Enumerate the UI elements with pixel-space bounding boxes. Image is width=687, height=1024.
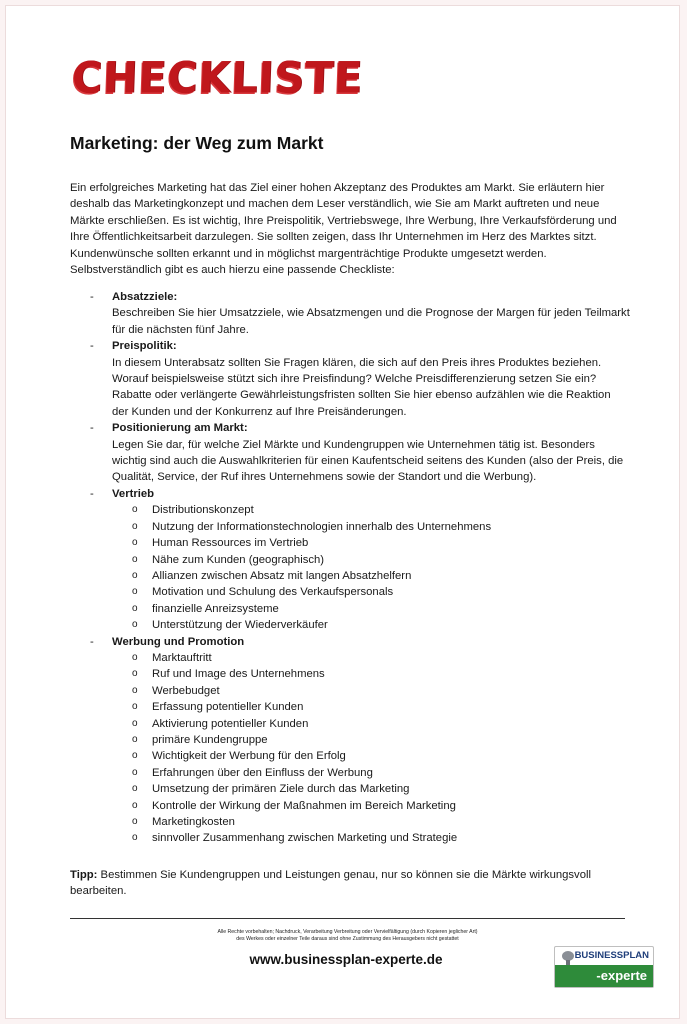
copyright-line-2: des Werkes oder einzelner Teile daraus sind ohne Zustimmung des Herausgebers nicht gestattet [236,936,459,942]
circle-bullet-marker: o [132,733,138,745]
circle-bullet-marker: o [132,668,138,680]
list-item-text: Motivation und Schulung des Verkaufspersonals [152,586,394,599]
circle-bullet-marker: o [132,504,138,516]
website-link[interactable]: www.businessplan-experte.de [249,952,443,967]
list-item-text: Nutzung der Informationstechnologien innerhalb des Unternehmens [152,520,492,533]
tip-label: Tipp: [70,869,98,881]
list-item [112,683,630,699]
list-item [112,830,630,846]
section-item-list [112,502,630,633]
list-item [112,666,630,682]
circle-bullet-marker: o [132,832,138,844]
section-item-list [112,650,630,847]
list-item-text: Allianzen zwischen Absatz mit langen Absatzhelfern [152,569,412,582]
list-item-text: Kontrolle der Wirkung der Maßnahmen im Bereich Marketing [152,799,456,812]
circle-bullet-marker: o [132,799,138,811]
section-dash-marker: - [90,291,94,303]
list-item-text: Human Ressources im Vertrieb [152,537,309,550]
list-item-text: Nähe zum Kunden (geographisch) [152,553,325,566]
checklist-section [70,420,630,486]
circle-bullet-marker: o [132,684,138,696]
list-item [112,699,630,715]
list-item-text: primäre Kundengruppe [152,733,268,746]
circle-bullet-marker: o [132,553,138,565]
page-title: Marketing: der Weg zum Markt [70,133,324,153]
section-title: Vertrieb [112,487,155,500]
list-item [112,568,630,584]
list-item [112,765,630,781]
document-page [6,6,679,1018]
list-item-text: Werbebudget [152,684,220,697]
list-item [112,781,630,797]
section-dash-marker: - [90,340,94,353]
section-dash-marker: - [90,487,94,500]
circle-bullet-marker: o [132,586,138,598]
businessplan-experte-logo [554,946,654,988]
footer-divider [70,918,625,919]
circle-bullet-marker: o [132,816,138,827]
list-item [112,584,630,600]
list-item [112,535,630,551]
section-title: Werbung und Promotion [112,635,245,648]
section-text: Legen Sie dar, für welche Ziel Märkte und Kundengruppen wie Unternehmen tätig ist. Besonders wichtig sind auch die Auswahlkriterien für einen Kaufentscheid seitens des Kunden (also der Preis, die Qualität, Service, der Ruf ihres Unternehmens sowie der Standort und die Werbung). [112,438,624,484]
list-item [112,601,630,617]
tip-text: Bestimmen Sie Kundengruppen und Leistungen genau, nur so können sie die Märkte wirkungsvoll bearbeiten. [70,869,592,898]
section-title: Positionierung am Markt: [112,422,248,435]
brand-name-bottom: -experte [555,965,653,987]
copyright-notice [70,929,625,943]
circle-bullet-marker: o [132,717,138,729]
list-item-text: Marktauftritt [152,651,212,664]
checklist-section [70,486,630,634]
circle-bullet-marker: o [132,766,138,778]
list-item-text: Wichtigkeit der Werbung für den Erfolg [152,750,346,763]
tip-paragraph [70,867,630,900]
list-item [112,814,630,830]
circle-bullet-marker: o [132,569,138,581]
list-item [112,552,630,568]
list-item-text: finanzielle Anreizsysteme [152,602,279,615]
section-dash-marker: - [90,422,94,435]
section-text: Beschreiben Sie hier Umsatzziele, wie Absatzmengen und die Prognose der Margen für jeden Teilmarkt für die nächsten fünf Jahre. [112,307,630,336]
circle-bullet-marker: o [132,783,138,795]
section-title: Absatzziele: [112,291,178,303]
list-item-text: Erfahrungen über den Einfluss der Werbung [152,766,373,779]
list-item-text: Marketingkosten [152,816,235,828]
list-item-text: Aktivierung potentieller Kunden [152,717,309,730]
circle-bullet-marker: o [132,602,138,614]
list-item [112,519,630,535]
checklist-sections [70,289,630,847]
list-item [112,732,630,748]
list-item [112,502,630,518]
brand-name-top: BUSINESSPLAN [574,950,649,961]
checklist-section [70,338,630,420]
circle-bullet-marker: o [132,537,138,549]
list-item [112,798,630,814]
circle-bullet-marker: o [132,750,138,762]
list-item [112,748,630,764]
list-item [112,650,630,666]
circle-bullet-marker: o [132,651,138,663]
list-item-text: Erfassung potentieller Kunden [152,701,304,714]
list-item-text: sinnvoller Zusammenhang zwischen Marketing und Strategie [152,832,458,845]
list-item-text: Ruf und Image des Unternehmens [152,668,325,681]
circle-bullet-marker: o [132,701,138,713]
checklist-section [70,634,630,847]
list-item-text: Distributionskonzept [152,504,254,517]
section-dash-marker: - [90,635,94,648]
checkliste-logo-title: CHECKLISTE [71,52,364,104]
list-item [112,617,630,633]
list-item-text: Umsetzung der primären Ziele durch das Marketing [152,783,410,796]
section-title: Preispolitik: [112,340,177,353]
circle-bullet-marker: o [132,619,138,631]
circle-bullet-marker: o [132,520,138,532]
section-text: In diesem Unterabsatz sollten Sie Fragen klären, die sich auf den Preis ihres Produktes beziehen. Worauf beispielsweise stützt sich ihre Preisfindung? Welche Preisdifferenzierung setzen Sie ein? Rabatte oder verlängerte Gewährleistungsfristen sollten Sie hier ebenso aufzählen wie die Reaktion der Kunden und der Konkurrenz auf Ihre Preisänderungen. [112,356,611,418]
list-item-text: Unterstützung der Wiederverkäufer [152,619,328,632]
intro-paragraph: Ein erfolgreiches Marketing hat das Ziel einer hohen Akzeptanz des Produktes am Markt. Sie erläutern hier deshalb das Marketingkonzept und machen dem Leser verständlich, wie Sie am Markt auftreten und neue Märkte erschließen. Es ist wichtig, Ihre Preispolitik, Vertriebswege, Ihre Werbung, Ihre Verkaufsförderung und Ihre Öffentlichkeitsarbeit darzulegen. Sie sollten zeigen, dass Ihr Unternehmen im Herz des Marktes sitzt. Kundenwünsche sollten erkannt und in möglichst margenträchtige Produkte umgesetzt werden. Selbstverständlich gibt es auch hierzu eine passende Checkliste: [70,182,617,277]
copyright-line-1: Alle Rechte vorbehalten; Nachdruck, Verarbeitung Verbreitung oder Vervielfältigung (durch Kopieren jeglicher Art) [217,929,478,935]
list-item [112,716,630,732]
checklist-section [70,289,630,338]
